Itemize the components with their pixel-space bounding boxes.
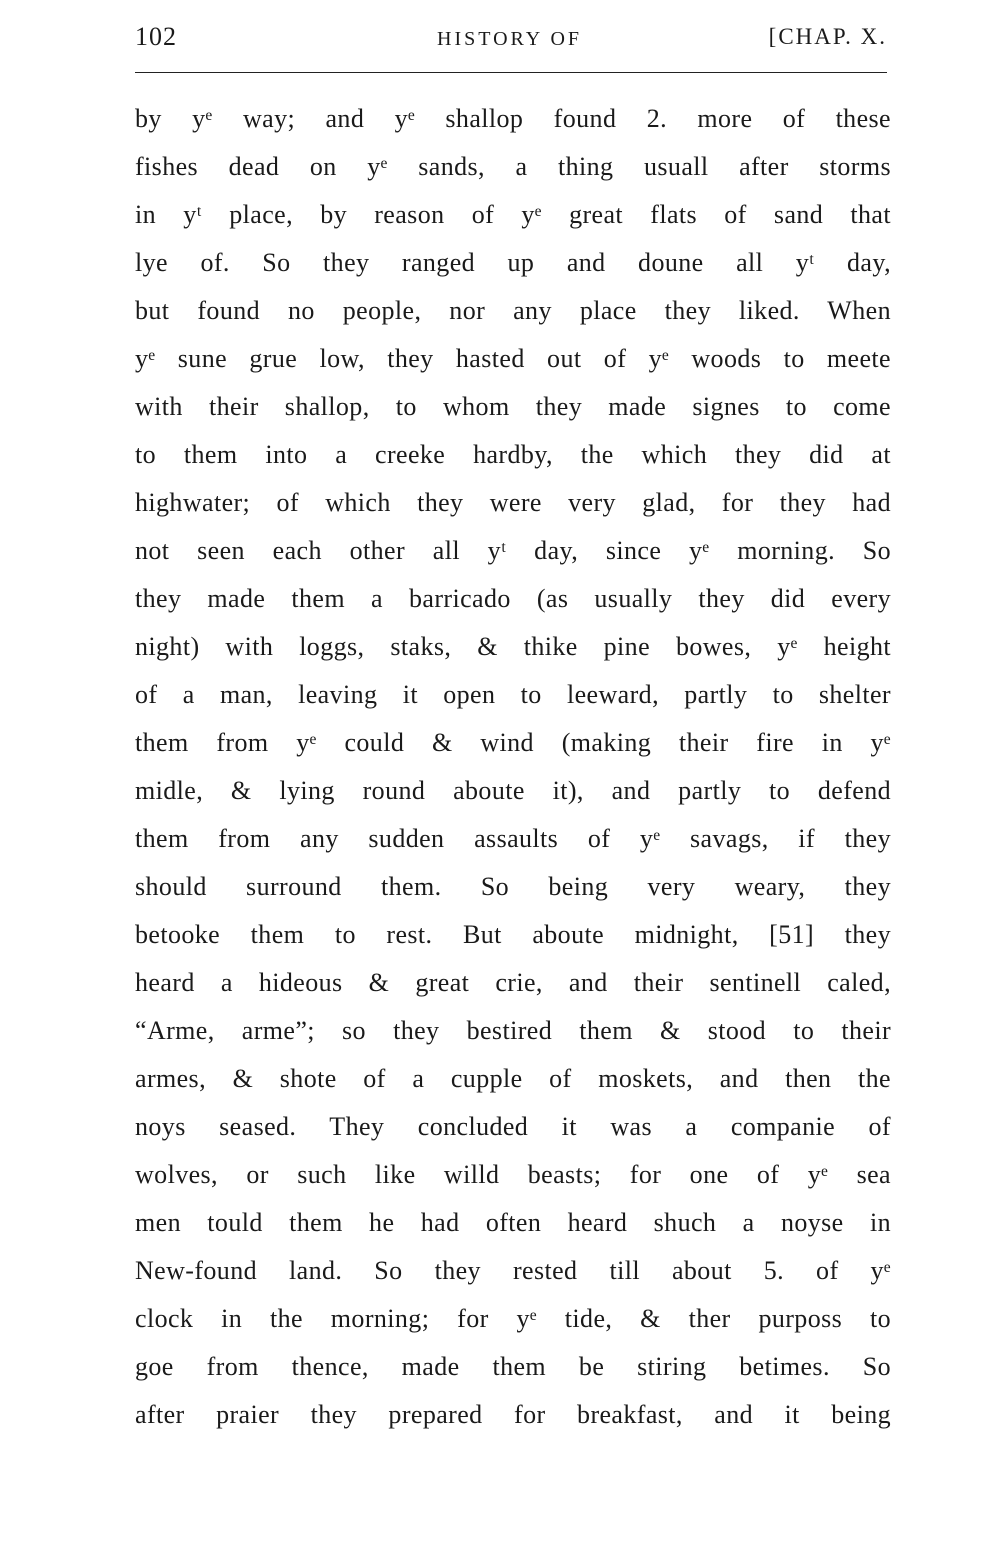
running-title: HISTORY OF xyxy=(437,28,583,50)
text-line: after praier they prepared for breakfast, and it being xyxy=(135,1400,891,1429)
text-line: midle, & lying round aboute it), and partly to defend xyxy=(135,776,891,805)
text-line: New-found land. So they rested till about 5. of yᵉ xyxy=(135,1256,891,1285)
text-line: they made them a barricado (as usually they did every xyxy=(135,584,891,613)
text-line: noys seased. They concluded it was a companie of xyxy=(135,1112,891,1141)
text-line: yᵉ sune grue low, they hasted out of yᵉ woods to meete xyxy=(135,344,891,373)
text-line: clock in the morning; for yᵉ tide, & ther purposs to xyxy=(135,1304,891,1333)
text-line: of a man, leaving it open to leeward, partly to shelter xyxy=(135,680,891,709)
text-line: not seen each other all yᵗ day, since yᵉ morning. So xyxy=(135,536,891,565)
text-line: in yᵗ place, by reason of yᵉ great flats of sand that xyxy=(135,200,891,229)
page-number: 102 xyxy=(135,22,177,51)
text-line: betooke them to rest. But aboute midnight, [51] they xyxy=(135,920,891,949)
text-line: armes, & shote of a cupple of moskets, and then the xyxy=(135,1064,891,1093)
text-line: them from yᵉ could & wind (making their fire in yᵉ xyxy=(135,728,891,757)
text-line: them from any sudden assaults of yᵉ savags, if they xyxy=(135,824,891,853)
chapter-reference: [CHAP. X. xyxy=(768,24,887,49)
body-text xyxy=(135,95,891,1439)
text-line: wolves, or such like willd beasts; for one of yᵉ sea xyxy=(135,1160,891,1189)
header-rule xyxy=(135,72,887,73)
text-line: to them into a creeke hardby, the which they did at xyxy=(135,440,891,469)
page-header xyxy=(135,22,887,56)
text-line: fishes dead on yᵉ sands, a thing usuall after storms xyxy=(135,152,891,181)
text-line: heard a hideous & great crie, and their sentinell caled, xyxy=(135,968,891,997)
text-line: men tould them he had often heard shuch a noyse in xyxy=(135,1208,891,1237)
text-line: lye of. So they ranged up and doune all yᵗ day, xyxy=(135,248,891,277)
text-line: “Arme, arme”; so they bestired them & stood to their xyxy=(135,1016,891,1045)
text-line: with their shallop, to whom they made signes to come xyxy=(135,392,891,421)
text-line: by yᵉ way; and yᵉ shallop found 2. more of these xyxy=(135,104,891,133)
text-line: should surround them. So being very weary, they xyxy=(135,872,891,901)
text-line: goe from thence, made them be stiring betimes. So xyxy=(135,1352,891,1381)
text-line: night) with loggs, staks, & thike pine bowes, yᵉ height xyxy=(135,632,891,661)
text-line: but found no people, nor any place they liked. When xyxy=(135,296,891,325)
text-line: highwater; of which they were very glad, for they had xyxy=(135,488,891,517)
